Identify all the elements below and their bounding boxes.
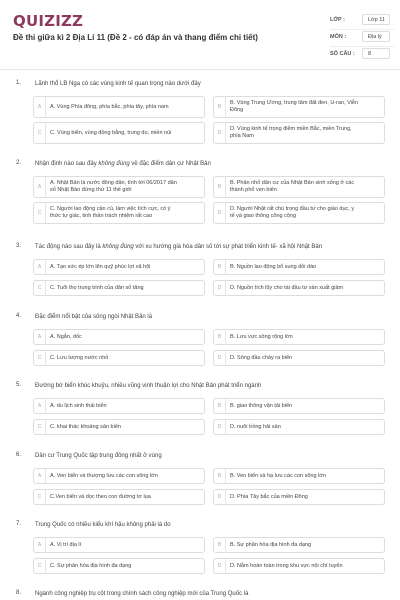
option-text: B. Phần nhỏ dân cư của Nhật Bản sinh sống ở các (230, 180, 355, 186)
option-letter: C (34, 203, 46, 223)
option-text: Đông (230, 107, 244, 113)
answer-option-d[interactable] (213, 280, 385, 296)
meta-grade-label: LỚP : (330, 17, 345, 23)
quizizz-logo: QUIZIZZ (13, 12, 84, 30)
option-text: A. Ngắn, dốc (50, 334, 82, 340)
option-text: số Nhật Bản đứng thứ 11 thế giới (50, 187, 132, 193)
option-letter: A (34, 330, 46, 344)
option-text: B. Nguồn lao động bổ sung dồi dào (230, 264, 317, 270)
question-text (35, 160, 375, 168)
meta-subject (330, 31, 394, 45)
option-text: B. giao thông vận tải biển (230, 403, 293, 409)
option-letter: A (34, 97, 46, 117)
answer-option-b[interactable] (213, 468, 385, 484)
option-text: A. Ven biển và thượng lưu các con sông lớn (50, 473, 158, 479)
option-letter: B (214, 260, 226, 274)
answer-option-a[interactable] (33, 398, 205, 414)
option-letter: C (34, 559, 46, 573)
answer-option-d[interactable] (213, 558, 385, 574)
divider (330, 46, 394, 47)
question-text: Ngành công nghiệp trụ cột trong chính sách công nghiệp mới của Trung Quốc là (35, 591, 249, 597)
question-text-part: Tác động nào sau đây là (35, 244, 103, 250)
option-text: B. Lưu vực sông rộng lớn (230, 334, 293, 340)
answer-option-a[interactable] (33, 259, 205, 275)
option-text: phía Nam (230, 133, 254, 139)
option-text: C. Người lao động cần cù, làm việc tích cực, có ý (50, 206, 171, 212)
answer-option-a[interactable] (33, 537, 205, 553)
answer-option-c[interactable] (33, 350, 205, 366)
option-letter: D (214, 123, 226, 143)
option-text: C. Vùng biển, vùng đồng bằng, trung du, miền núi (50, 130, 172, 136)
option-text: A. du lịch sinh thái biển (50, 403, 107, 409)
option-letter: B (214, 177, 226, 197)
question-number: 1. (16, 80, 22, 86)
answer-option-b[interactable] (213, 329, 385, 345)
option-letter: D (214, 203, 226, 223)
question-text: Dân cư Trung Quốc tập trung đông nhất ở vùng (35, 453, 162, 459)
option-letter: A (34, 399, 46, 413)
answer-option-d[interactable] (213, 419, 385, 435)
question-text: Đặc điểm nổi bật của sông ngòi Nhật Bản là (35, 314, 153, 320)
answer-option-a[interactable] (33, 329, 205, 345)
option-letter: D (214, 420, 226, 434)
option-text: A. Tạo sức ép lớn lên quỹ phúc lợi xã hội (50, 264, 151, 270)
option-letter: A (34, 260, 46, 274)
option-letter: D (214, 559, 226, 573)
option-text: A. Vị trí địa lí (50, 542, 82, 548)
answer-option-b[interactable] (213, 537, 385, 553)
option-letter: D (214, 490, 226, 504)
question-text: Lãnh thổ LB Nga có các vùng kinh tế quan trọng nào dưới đây (35, 81, 201, 87)
option-letter: C (34, 351, 46, 365)
option-text: B. Vùng Trung Ương, trung tâm đất đen, U-ran, Viễn (230, 100, 359, 106)
answer-option-c[interactable] (33, 558, 205, 574)
option-letter: A (34, 469, 46, 483)
answer-option-a[interactable] (33, 96, 205, 118)
answer-option-d[interactable] (213, 122, 385, 144)
question-text (35, 243, 375, 251)
answer-option-b[interactable] (213, 96, 385, 118)
option-text: B. Sự phân hóa địa hình đa dạng (230, 542, 312, 548)
answer-option-d[interactable] (213, 202, 385, 224)
option-text: tế và giao thông công cộng (230, 213, 297, 219)
option-text: thức tự giác, tinh thần trách nhiệm rất cao (50, 213, 153, 219)
question-number: 7. (16, 521, 22, 527)
question-text-part: Nhận định nào sau đây (35, 161, 99, 167)
option-letter: B (214, 97, 226, 117)
option-text: D. nuôi trồng hải sản (230, 424, 281, 430)
option-text: C.Ven biển và dọc theo con đường tơ lụa (50, 494, 151, 500)
option-text: D. Vùng kinh tế trọng điểm miền Bắc, miền Trung, (230, 126, 352, 132)
meta-grade (330, 14, 394, 28)
question-number: 4. (16, 313, 22, 319)
option-letter: C (34, 123, 46, 143)
option-text: D. Sông đầu chảy ra biển (230, 355, 293, 361)
answer-option-c[interactable] (33, 419, 205, 435)
option-letter: D (214, 281, 226, 295)
answer-option-d[interactable] (213, 489, 385, 505)
question-emphasis: không đúng (102, 244, 134, 250)
option-text: D. Nguồn tích lũy cho tái đầu tư sản xuất giảm (230, 285, 344, 291)
option-letter: D (214, 351, 226, 365)
option-letter: B (214, 469, 226, 483)
answer-option-b[interactable] (213, 398, 385, 414)
answer-option-a[interactable] (33, 176, 205, 198)
question-text-part: với xu hướng già hóa dân số tới sự phát triển kinh tế- xã hội Nhật Bản (133, 244, 323, 250)
meta-count-value: 8 (362, 48, 390, 59)
answer-option-b[interactable] (213, 176, 385, 198)
answer-option-d[interactable] (213, 350, 385, 366)
option-text: C. Lưu lượng nước nhỏ (50, 355, 109, 361)
answer-option-c[interactable] (33, 489, 205, 505)
option-letter: A (34, 177, 46, 197)
answer-option-c[interactable] (33, 280, 205, 296)
page-header (0, 0, 400, 70)
option-text: C. Sự phân hóa địa hình đa dạng (50, 563, 132, 569)
page-title: Đề thi giữa kì 2 Địa Lí 11 (Đề 2 - có đáp án và thang điểm chi tiết) (13, 33, 258, 42)
option-text: C. khai thác khoáng sản biển (50, 424, 121, 430)
option-text: A. Vùng Phía đông, phía bắc, phía tây, phía nam (50, 104, 169, 110)
option-letter: C (34, 281, 46, 295)
option-text: D. Nằm hoàn toàn trong khu vực nội chí tuyến (230, 563, 343, 569)
option-letter: C (34, 420, 46, 434)
question-text-part: về đặc điểm dân cư Nhật Bản (129, 161, 211, 167)
meta-subject-value: Địa lý (362, 31, 390, 42)
answer-option-c[interactable] (33, 122, 205, 144)
answer-option-c[interactable] (33, 202, 205, 224)
option-letter: C (34, 490, 46, 504)
option-text: D. Phía Tây bắc của miền Đông (230, 494, 308, 500)
option-text: B. Ven biển và hạ lưu các con sông lớn (230, 473, 326, 479)
question-number: 5. (16, 382, 22, 388)
option-letter: A (34, 538, 46, 552)
option-text: C. Tuổi thọ trung bình của dân số tăng (50, 285, 144, 291)
option-text: A. Nhật Bản là nước đông dân, tính tới 06/2017 dân (50, 180, 177, 186)
meta-count-label: SỐ CÂU : (330, 51, 355, 57)
question-number: 6. (16, 452, 22, 458)
meta-count (330, 48, 394, 62)
meta-grade-value: Lớp 11 (362, 14, 390, 25)
question-text: Trung Quốc có nhiều kiểu khí hậu không phải là do (35, 522, 171, 528)
answer-option-a[interactable] (33, 468, 205, 484)
option-letter: B (214, 399, 226, 413)
question-number: 3. (16, 243, 22, 249)
question-number: 2. (16, 160, 22, 166)
option-letter: B (214, 330, 226, 344)
question-emphasis: không đúng (98, 161, 130, 167)
meta-subject-label: MÔN : (330, 34, 347, 40)
answer-option-b[interactable] (213, 259, 385, 275)
option-text: D. Người Nhật rất chú trọng đầu tư cho giáo dục, y (230, 206, 355, 212)
option-text: thành phố ven biển (230, 187, 277, 193)
divider (330, 29, 394, 30)
question-number: 8. (16, 590, 22, 596)
question-text: Đường bờ biển khúc khuỷu, nhiều vũng vịnh thuận lợi cho Nhật Bản phát triển ngành (35, 383, 262, 389)
option-letter: B (214, 538, 226, 552)
